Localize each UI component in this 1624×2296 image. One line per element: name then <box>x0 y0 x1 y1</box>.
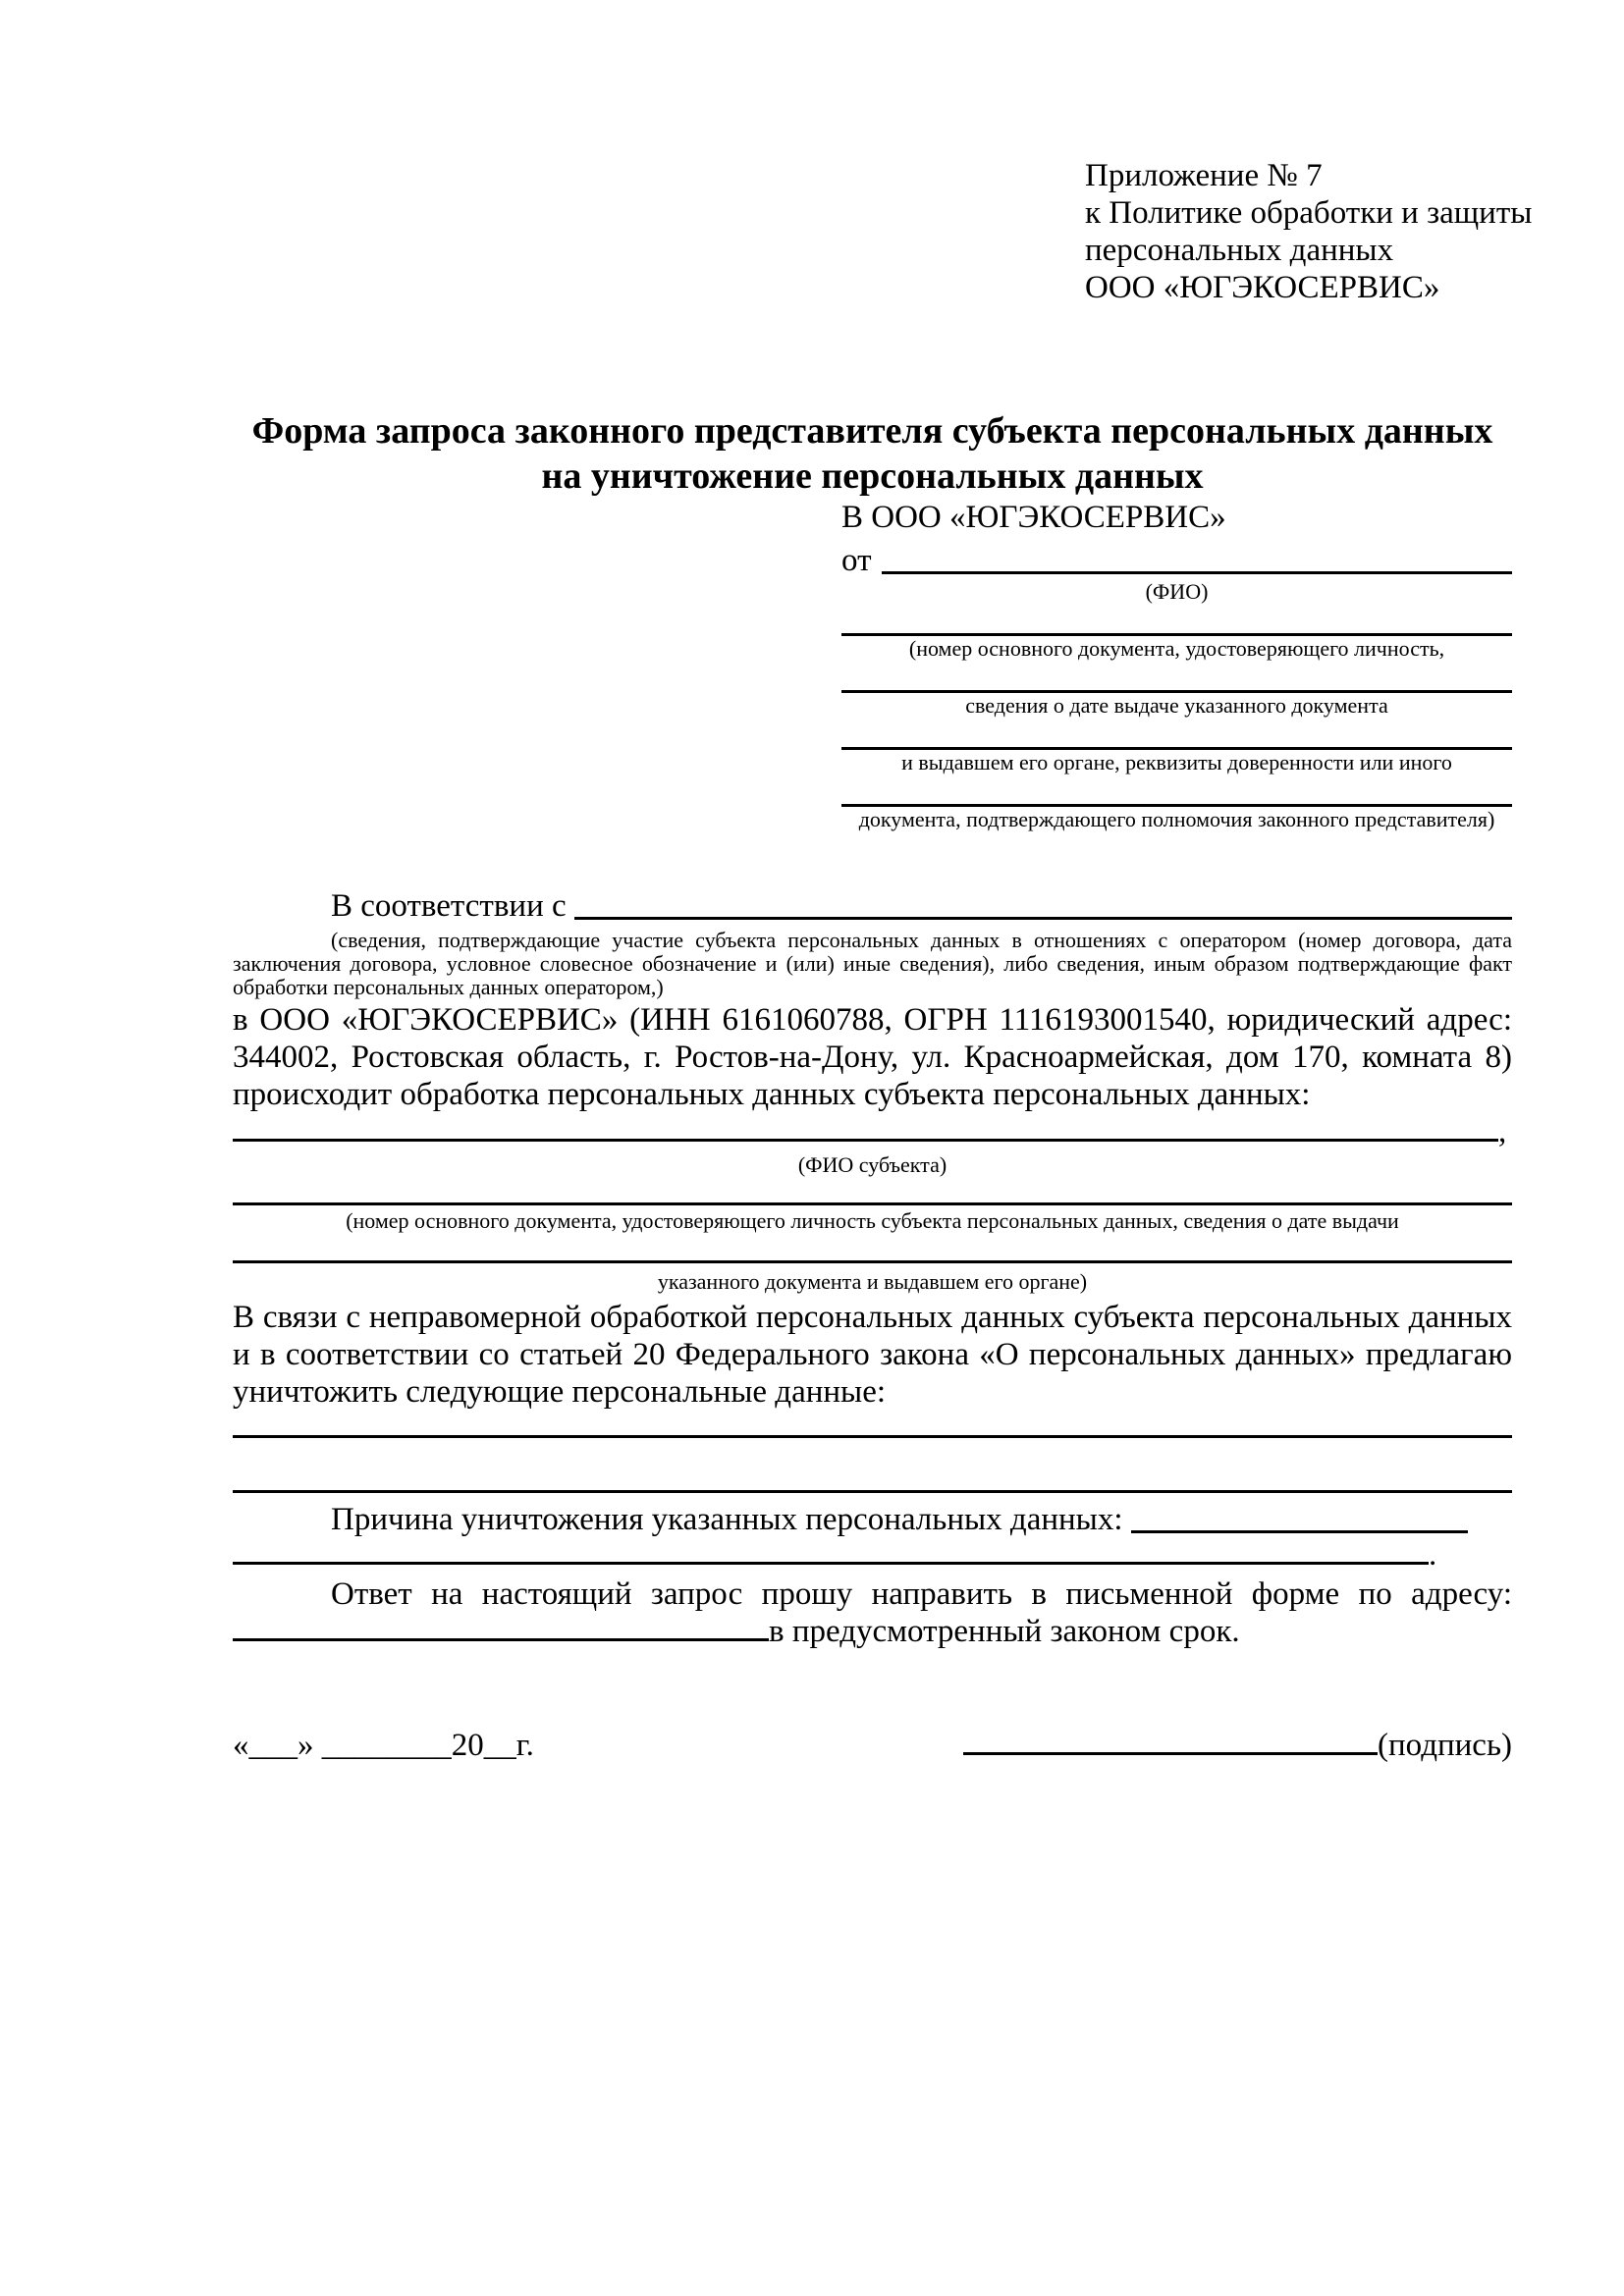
representative-doc-field <box>841 719 1512 775</box>
signature-group <box>963 1727 1512 1764</box>
blank-line <box>841 775 1512 807</box>
subject-doc-caption-2: указанного документа и выдавшем его органе) <box>657 1269 1088 1294</box>
accordance-label: В соответствии с <box>331 888 574 924</box>
accordance-blank-line <box>574 887 1512 920</box>
field-caption: и выдавшем его органе, реквизиты доверенности или иного <box>901 750 1452 774</box>
paragraph-indent <box>233 887 331 925</box>
operator-paragraph: в ООО «ЮГЭКОСЕРВИС» (ИНН 6161060788, ОГРН 1116193001540, юридический адрес: 344002, Ростовская область, г. Ростов-на-Дону, ул. Красноармейская, дом 170, комната 8) происходит обработка персональных данных субъекта персональных данных: <box>233 1002 1512 1112</box>
representative-doc-field <box>841 662 1512 719</box>
subject-fio-blank-line <box>233 1139 1498 1142</box>
accordance-row <box>233 887 1512 925</box>
field-caption: сведения о дате выдаче указанного документа <box>965 693 1388 718</box>
appendix-header-line: Приложение № 7 <box>1085 158 1323 193</box>
request-paragraph: В связи с неправомерной обработкой персональных данных субъекта персональных данных и в соответствии со статьей 20 Федерального закона «О персональных данных» предлагаю уничтожить следующие персональные данные: <box>233 1300 1512 1410</box>
addressee-block <box>841 499 1512 832</box>
representative-doc-field <box>841 605 1512 662</box>
fio-caption: (ФИО) <box>1145 579 1209 604</box>
subject-doc-caption-1: (номер основного документа, удостоверяющего личность субъекта персональных данных, сведения о дате выдачи <box>346 1208 1399 1233</box>
subject-fio-caption: (ФИО субъекта) <box>797 1152 947 1177</box>
field-caption: документа, подтверждающего полномочия законного представителя) <box>858 807 1495 831</box>
field-caption: (номер основного документа, удостоверяющего личность, <box>908 636 1445 661</box>
reason-continuation-row <box>233 1536 1512 1574</box>
trailing-comma: , <box>1498 1114 1507 1149</box>
blank-line <box>841 605 1512 636</box>
fio-blank-line <box>882 542 1513 574</box>
accordance-note: (сведения, подтверждающие участие субъекта персональных данных в отношениях с оператором (номер договора, дата заключения договора, условное словесное обозначение и (или) иные сведения), либо сведения, иным образом подтверждающие факт обработки персональных данных оператором,) <box>233 928 1512 999</box>
reason-blank-line <box>1131 1501 1468 1533</box>
appendix-header <box>1085 157 1533 306</box>
signature-caption: (подпись) <box>1378 1728 1512 1763</box>
addressee-from-row <box>841 542 1512 579</box>
addressee-to: В ООО «ЮГЭКОСЕРВИС» <box>841 500 1226 535</box>
date-blank: «___» ________20__г. <box>233 1728 534 1763</box>
reason-blank-line-2 <box>233 1562 1429 1565</box>
subject-doc-blank-line <box>233 1234 1512 1263</box>
paragraph-indent <box>233 1501 331 1538</box>
footer-row <box>233 1727 1512 1764</box>
appendix-header-line: ООО «ЮГЭКОСЕРВИС» <box>1085 270 1440 305</box>
trailing-period: . <box>1429 1537 1437 1573</box>
blank-line <box>841 719 1512 750</box>
document-title-line-1: Форма запроса законного представителя субъекта персональных данных <box>251 410 1493 452</box>
reply-tail-row <box>233 1613 1512 1650</box>
appendix-header-line: персональных данных <box>1085 233 1394 268</box>
reason-row <box>233 1501 1468 1538</box>
reply-tail-text: в предусмотренный законом срок. <box>769 1614 1240 1649</box>
signature-blank-line <box>963 1752 1378 1755</box>
document-title <box>233 408 1512 499</box>
address-blank-line <box>233 1638 769 1641</box>
document-title-line-2: на уничтожение персональных данных <box>541 455 1204 497</box>
reason-label: Причина уничтожения указанных персональных данных: <box>331 1502 1131 1537</box>
reply-sentence: Ответ на настоящий запрос прошу направить в письменной форме по адресу: <box>331 1576 1512 1612</box>
data-blank-line <box>233 1464 1512 1493</box>
subject-fio-row <box>233 1113 1512 1150</box>
from-label: от <box>841 543 872 578</box>
data-blank-line <box>233 1413 1512 1438</box>
representative-doc-field <box>841 775 1512 832</box>
subject-doc-blank-line <box>233 1178 1512 1205</box>
blank-line <box>841 662 1512 693</box>
appendix-header-line: к Политике обработки и защиты <box>1085 195 1533 231</box>
